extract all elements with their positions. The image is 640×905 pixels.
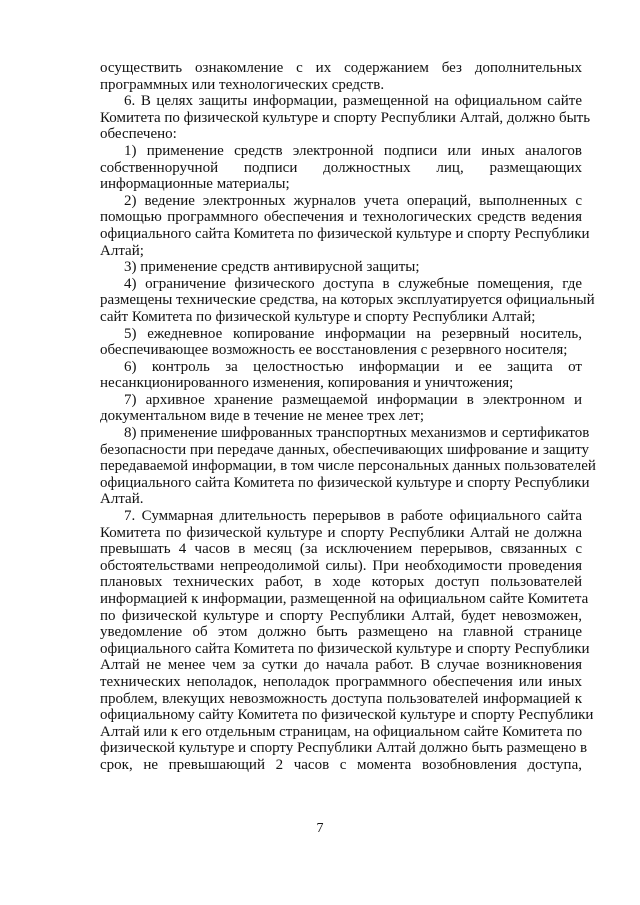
text-line: размещены технические средства, на которых эксплуатируется официальный: [100, 292, 595, 309]
text-line: собственноручной подписи должностных лиц, размещающих: [100, 159, 582, 176]
text-line: безопасности при передаче данных, обеспечивающих шифрование и защиту: [100, 441, 590, 458]
text-line: осуществить ознакомление с их содержанием без дополнительных: [100, 60, 582, 76]
text-line: обеспечивающее возможность ее восстановления с резервного носителя;: [100, 342, 568, 359]
text-line: Алтай не менее чем за сутки до начала работ. В случае возникновения: [100, 657, 582, 674]
text-line: срок, не превышающий 2 часов с момента возобновления доступа,: [100, 756, 582, 773]
text-line: Комитета по физической культуре и спорту Республики Алтай, должно быть: [100, 109, 591, 126]
text-line: 5) ежедневное копирование информации на резервный носитель,: [124, 325, 582, 342]
text-line: плановых технических работ, в ходе которых доступ пользователей: [100, 574, 582, 591]
text-line: официального сайта Комитета по физической культуре и спорту Республики: [100, 225, 590, 242]
text-line: 7) архивное хранение размещаемой информации в электронном и: [124, 391, 582, 408]
text-line: официальному сайту Комитета по физической культуре и спорту Республики: [100, 707, 594, 724]
page-number: 7: [316, 821, 324, 836]
text-line: сайт Комитета по физической культуре и спорту Республики Алтай;: [100, 308, 536, 325]
text-line: официального сайта Комитета по физической культуре и спорту Республики: [100, 640, 590, 657]
text-line: программных или технологических средств.: [100, 76, 385, 93]
text-line: технических неполадок, неполадок программного обеспечения или иных: [100, 673, 582, 690]
text-line: 7. Суммарная длительность перерывов в работе официального сайта: [124, 508, 582, 525]
text-line: уведомление об этом должно быть размещено на главной странице: [100, 624, 582, 641]
text-line: 4) ограничение физического доступа в служебные помещения, где: [124, 275, 582, 292]
text-line: Комитета по физической культуре и спорту Республики Алтай не должна: [100, 524, 582, 541]
text-line: документальном виде в течение не менее трех лет;: [100, 408, 425, 425]
text-line: помощью программного обеспечения и технологических средств ведения: [100, 209, 582, 226]
text-line: 1) применение средств электронной подписи или иных аналогов: [124, 142, 582, 159]
text-line: физической культуре и спорту Республики Алтай должно быть размещено в: [100, 740, 588, 757]
text-line: обеспечено:: [100, 126, 177, 143]
text-line: 6. В целях защиты информации, размещенной на официальном сайте: [124, 93, 582, 110]
text-line: 8) применение шифрованных транспортных механизмов и сертификатов: [124, 425, 590, 442]
text-line: по физической культуре и спорту Республики Алтай, будет невозможен,: [100, 607, 582, 624]
text-line: Алтай.: [100, 491, 144, 508]
text-line: информационные материалы;: [100, 176, 290, 193]
text-line: 3) применение средств антивирусной защиты;: [124, 259, 420, 276]
text-line: 2) ведение электронных журналов учета операций, выполненных с: [124, 192, 582, 209]
text-line: передаваемой информации, в том числе персональных данных пользователей: [100, 458, 596, 475]
text-line: проблем, влекущих невозможность доступа пользователей информацией к: [100, 690, 582, 707]
text-line: информацией к информации, размещенной на официальном сайте Комитета: [100, 591, 589, 607]
text-line: несанкционированного изменения, копирования и уничтожения;: [100, 375, 514, 392]
text-line: 6) контроль за целостностью информации и ее защита от: [124, 358, 582, 375]
text-line: Алтай или к его отдельным страницам, на официальном сайте Комитета по: [100, 723, 583, 740]
text-line: официального сайта Комитета по физической культуре и спорту Республики: [100, 474, 590, 491]
text-line: превышать 4 часов в месяц (за исключением перерывов, связанных с: [100, 541, 582, 558]
text-line: Алтай;: [100, 242, 144, 259]
text-line: обстоятельствами непреодолимой силы). При необходимости проведения: [100, 557, 582, 574]
document-body-text: [100, 60, 596, 774]
